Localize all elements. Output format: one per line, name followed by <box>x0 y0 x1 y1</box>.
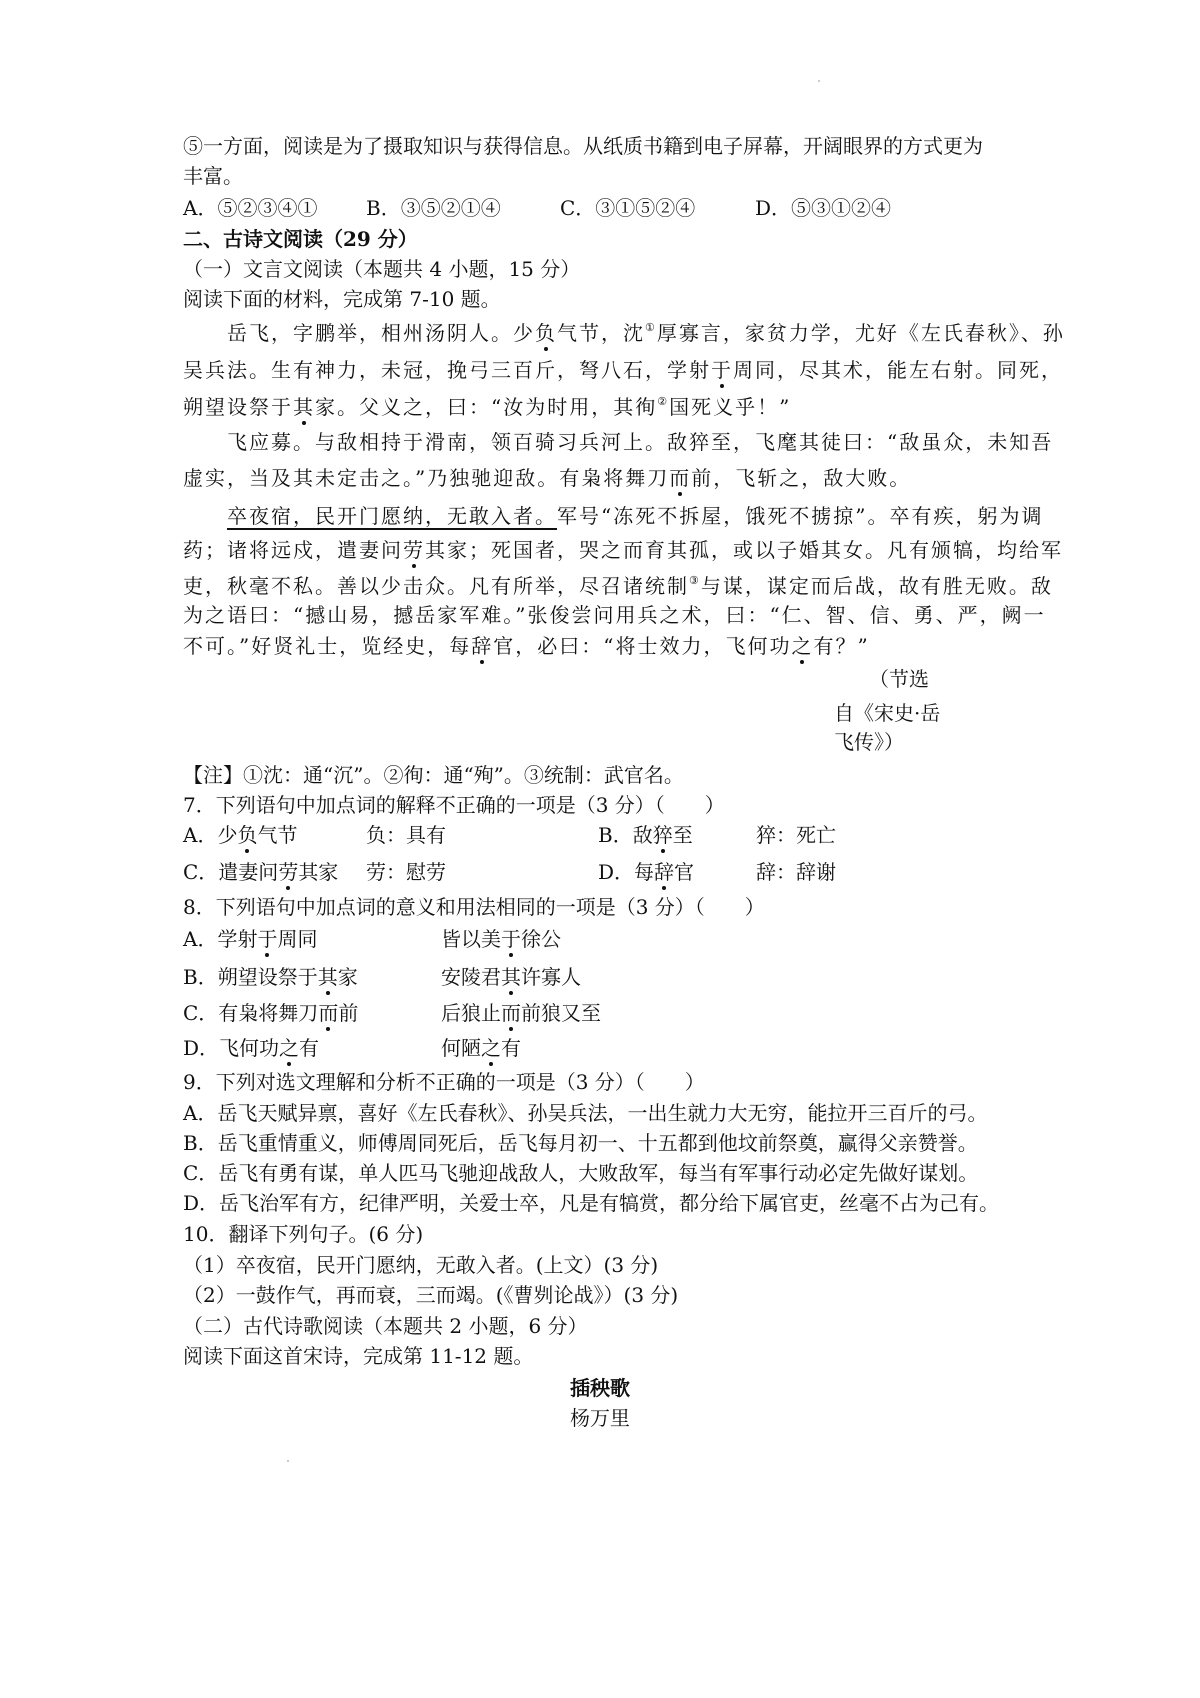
q10-sentence-2: （2）一鼓作气，再而衰，三而竭。(《曹刿论战》）(3 分) <box>183 1283 679 1307</box>
passage-p2-line1: 飞应募。与敌相持于滑南，领百骑习兵河上。敌猝至，飞麾其徒曰：“敌虽众，未知吾 <box>227 430 1054 454</box>
dotted-word: 而 <box>669 466 692 490</box>
q7-gloss-b: 猝：死亡 <box>756 823 836 847</box>
q7-stem: 7．下列语句中加点词的解释不正确的一项是（3 分）（ ） <box>183 793 725 817</box>
q7-gloss-d: 辞：辞谢 <box>756 860 836 884</box>
dotted-word: 而 <box>318 1001 339 1025</box>
passage-p1-line3: 朔望设祭于其家。父义之，曰：“汝为时用，其徇②国死义乎！” <box>183 395 792 419</box>
dotted-word: 之 <box>791 634 814 658</box>
q8-option-a-right: 皆以美于徐公 <box>441 927 561 951</box>
passage-p3-line4: 为之语曰：“撼山易，撼岳家军难。”张俊尝问用兵之术，曰：“仁、智、信、勇、严，阙一 <box>183 603 1046 627</box>
q8-option-d-left: D．飞何功之有 <box>183 1036 320 1060</box>
q8-option-b-left: B．朔望设祭于其家 <box>183 965 358 989</box>
source-line2: 自《宋史·岳 <box>834 701 941 725</box>
q8-option-c-right: 后狼止而前狼又至 <box>441 1001 601 1025</box>
q7-gloss-c: 劳：慰劳 <box>366 860 446 884</box>
q8-stem: 8．下列语句中加点词的意义和用法相同的一项是（3 分）（ ） <box>183 895 765 919</box>
q7-option-d: D．每辞官 <box>598 860 695 884</box>
q6-option-a: A．⑤②③④① <box>183 196 318 220</box>
q8-option-c-left: C．有枭将舞刀而前 <box>183 1001 359 1025</box>
q10-stem: 10．翻译下列句子。(6 分) <box>183 1222 424 1246</box>
footnote-mark: ① <box>645 321 657 334</box>
source-line3: 飞传》） <box>834 730 904 754</box>
passage-p1-line1: 岳飞，字鹏举，相州汤阴人。少负气节，沈①厚寡言，家贫力学，尤好《左氏春秋》、孙 <box>227 321 1065 345</box>
passage-p2-line2: 虚实，当及其未定击之。”乃独驰迎敌。有枭将舞刀而前，飞斩之，敌大败。 <box>183 466 912 490</box>
dotted-word: 负 <box>535 321 557 345</box>
section-heading: 二、古诗文阅读（29 分） <box>183 227 418 251</box>
q7-option-c: C．遣妻问劳其家 <box>183 860 339 884</box>
q10-sentence-1: （1）卒夜宿，民开门愿纳，无敢入者。(上文）(3 分) <box>183 1253 659 1277</box>
q9-option-b: B．岳飞重情重义，师傅周同死后，岳飞每月初一、十五都到他坟前祭奠，赢得父亲赞誉。 <box>183 1131 978 1155</box>
dotted-word: 辞 <box>471 634 494 658</box>
underlined-sentence: 卒夜宿，民开门愿纳，无敢入者。 <box>227 504 557 528</box>
dotted-word: 劳 <box>278 860 299 884</box>
dotted-word: 劳 <box>403 538 425 562</box>
dotted-word: 而 <box>501 1001 521 1025</box>
subsection-heading-2: （二）古代诗歌阅读（本题共 2 小题，6 分） <box>183 1314 588 1338</box>
q6-item5-line1: ⑤一方面，阅读是为了摄取知识与获得信息。从纸质书籍到电子屏幕，开阔眼界的方式更为 <box>183 134 983 158</box>
source-line1: （节选 <box>869 667 929 691</box>
q6-item5-line2: 丰富。 <box>183 164 243 188</box>
q8-option-b-right: 安陵君其许寡人 <box>441 965 581 989</box>
dotted-word: 于 <box>711 358 733 382</box>
dotted-word: 其 <box>501 965 521 989</box>
passage-p3-line1: 卒夜宿，民开门愿纳，无敢入者。军号“冻死不拆屋，饿死不掳掠”。卒有疾，躬为调 <box>227 504 1044 528</box>
q9-option-a: A．岳飞天赋异禀，喜好《左氏春秋》、孙吴兵法，一出生就力大无穷，能拉开三百斤的弓。 <box>183 1101 988 1125</box>
dotted-word: 负 <box>237 823 258 847</box>
dotted-word: 其 <box>293 395 315 419</box>
q7-option-b: B．敌猝至 <box>598 823 693 847</box>
dotted-word: 其 <box>317 965 338 989</box>
passage-p3-line2: 药；诸将远戍，遣妻问劳其家；死国者，哭之而育其孤，或以子婚其女。凡有颁犒，均给军 <box>183 538 1063 562</box>
poem-title: 插秧歌 <box>570 1376 630 1400</box>
dotted-word: 辞 <box>654 860 675 884</box>
reading-instruction-2: 阅读下面这首宋诗，完成第 11-12 题。 <box>183 1344 534 1368</box>
dotted-word: 之 <box>481 1036 501 1060</box>
q6-option-b: B．③⑤②①④ <box>366 196 501 220</box>
passage-p3-line3: 吏，秋毫不私。善以少击众。凡有所举，尽召诸统制③与谋，谋定而后战，故有胜无败。敌 <box>183 574 1053 598</box>
footnote-mark: ③ <box>689 574 701 587</box>
q9-stem: 9．下列对选文理解和分析不正确的一项是（3 分）（ ） <box>183 1070 705 1094</box>
poem-author: 杨万里 <box>570 1406 630 1430</box>
q6-option-c: C．③①⑤②④ <box>560 196 696 220</box>
q9-option-c: C．岳飞有勇有谋，单人匹马飞驰迎战敌人，大败敌军，每当有军事行动必定先做好谋划。 <box>183 1161 979 1185</box>
q6-option-d: D．⑤③①②④ <box>755 196 892 220</box>
q8-option-a-left: A．学射于周同 <box>183 927 318 951</box>
footnote-mark: ② <box>657 395 670 408</box>
q7-gloss-a: 负：具有 <box>366 823 446 847</box>
q9-option-d: D．岳飞治军有方，纪律严明，关爱士卒，凡是有犒赏，都分给下属官吏，丝毫不占为己有。 <box>183 1191 1000 1215</box>
subsection-heading: （一）文言文阅读（本题共 4 小题，15 分） <box>183 257 581 281</box>
dotted-word: 之 <box>279 1036 300 1060</box>
dotted-word: 猝 <box>652 823 673 847</box>
dotted-word: 于 <box>257 927 278 951</box>
scan-speck <box>818 80 820 82</box>
q7-option-a: A．少负气节 <box>183 823 298 847</box>
passage-p1-line2: 吴兵法。生有神力，未冠，挽弓三百斤，弩八石，学射于周同，尽其术，能左右射。同死， <box>183 358 1063 382</box>
passage-p3-line5: 不可。”好贤礼士，览经史，每辞官，必曰：“将士效力，飞何功之有？” <box>183 634 870 658</box>
dotted-word: 于 <box>501 927 521 951</box>
q8-option-d-right: 何陋之有 <box>441 1036 521 1060</box>
footnote: 【注】①沈：通“沉”。②徇：通“殉”。③统制：武官名。 <box>183 763 684 787</box>
scan-speck <box>287 1460 289 1462</box>
reading-instruction: 阅读下面的材料，完成第 7-10 题。 <box>183 287 501 311</box>
